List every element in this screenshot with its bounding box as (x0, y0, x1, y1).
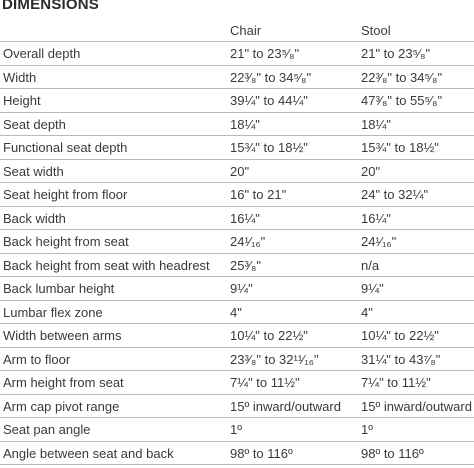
dimension-label: Width (3, 69, 37, 85)
table-row (0, 42, 474, 66)
table-row (0, 207, 474, 231)
chair-value: 9¼" (230, 281, 253, 296)
table-row (0, 418, 474, 442)
chair-value: 22³⁄₈" to 34⁵⁄₈" (230, 69, 312, 85)
stool-value: 21" to 23⁵⁄₈" (361, 46, 431, 61)
dimension-label: Functional seat depth (3, 140, 128, 155)
dimension-label: Back height from seat with headrest (3, 257, 210, 273)
chair-value: 16¼" (230, 210, 260, 226)
chair-value: 1º (230, 422, 242, 437)
stool-value: 18¼" (361, 116, 391, 132)
chair-value: 21" to 23⁵⁄₈" (230, 46, 300, 61)
chair-value: 98º to 116º (230, 445, 293, 461)
dimensions-table (0, 19, 474, 465)
table-row (0, 230, 474, 254)
dimension-label: Overall depth (3, 46, 81, 61)
chair-value: 25³⁄₈" (230, 257, 261, 273)
dimension-label: Arm cap pivot range (3, 398, 120, 414)
chair-value: 4" (230, 304, 242, 320)
chair-value: 15¾" to 18½" (230, 140, 308, 155)
column-header-chair: Chair (230, 23, 262, 38)
stool-value: 20" (361, 163, 381, 179)
stool-value: 4" (361, 304, 373, 320)
table-row (0, 66, 474, 90)
stool-value: 1º (361, 422, 373, 437)
chair-value: 16" to 21" (230, 187, 287, 202)
stool-value: 15º inward/outward (361, 398, 472, 414)
stool-value: 24" to 32¼" (361, 187, 429, 202)
stool-value: 15¾" to 18½" (361, 140, 439, 155)
chair-value: 18¼" (230, 116, 260, 132)
table-row (0, 160, 474, 184)
stool-value: 47³⁄₈" to 55⁵⁄₈" (361, 93, 443, 108)
dimension-label: Angle between seat and back (3, 445, 174, 461)
chair-value: 24¹⁄₁₆" (230, 234, 266, 249)
table-row (0, 89, 474, 113)
stool-value: 24¹⁄₁₆" (361, 234, 397, 249)
dimension-label: Seat height from floor (3, 187, 128, 202)
dimension-label: Height (3, 93, 41, 108)
table-row (0, 371, 474, 395)
table-row (0, 113, 474, 137)
dimension-label: Seat width (3, 163, 64, 179)
table-row (0, 277, 474, 301)
table-row (0, 301, 474, 325)
stool-value: 9¼" (361, 281, 384, 296)
dimension-label: Arm height from seat (3, 375, 124, 390)
chair-value: 23³⁄₈" to 32¹¹⁄₁₆" (230, 351, 319, 367)
chair-value: 10¼" to 22½" (230, 328, 308, 343)
stool-value: 10¼" to 22½" (361, 328, 439, 343)
stool-value: n/a (361, 257, 380, 273)
table-row (0, 254, 474, 278)
chair-value: 7¼" to 11½" (230, 375, 300, 390)
table-row (0, 183, 474, 207)
table-row (0, 324, 474, 348)
stool-value: 22³⁄₈" to 34⁵⁄₈" (361, 69, 443, 85)
table-row (0, 442, 474, 466)
stool-value: 31¼" to 43⁷⁄₈" (361, 351, 441, 367)
page-title: DIMENSIONS (2, 0, 100, 13)
chair-value: 15º inward/outward (230, 398, 341, 414)
stool-value: 98º to 116º (361, 445, 424, 461)
table-row (0, 136, 474, 160)
chair-value: 39¼" to 44¼" (230, 93, 308, 108)
table-row (0, 348, 474, 372)
column-header-stool: Stool (361, 23, 391, 38)
chair-value: 20" (230, 163, 250, 179)
dimension-label: Width between arms (3, 328, 122, 343)
table-row (0, 395, 474, 419)
dimension-label: Back width (3, 210, 66, 226)
dimension-label: Seat pan angle (3, 422, 91, 437)
dimension-label: Back lumbar height (3, 281, 115, 296)
table-header-row (0, 19, 474, 42)
stool-value: 7¼" to 11½" (361, 375, 431, 390)
dimension-label: Seat depth (3, 116, 66, 132)
dimension-label: Arm to floor (3, 351, 71, 367)
stool-value: 16¼" (361, 210, 391, 226)
dimension-label: Back height from seat (3, 234, 129, 249)
dimension-label: Lumbar flex zone (3, 304, 103, 320)
